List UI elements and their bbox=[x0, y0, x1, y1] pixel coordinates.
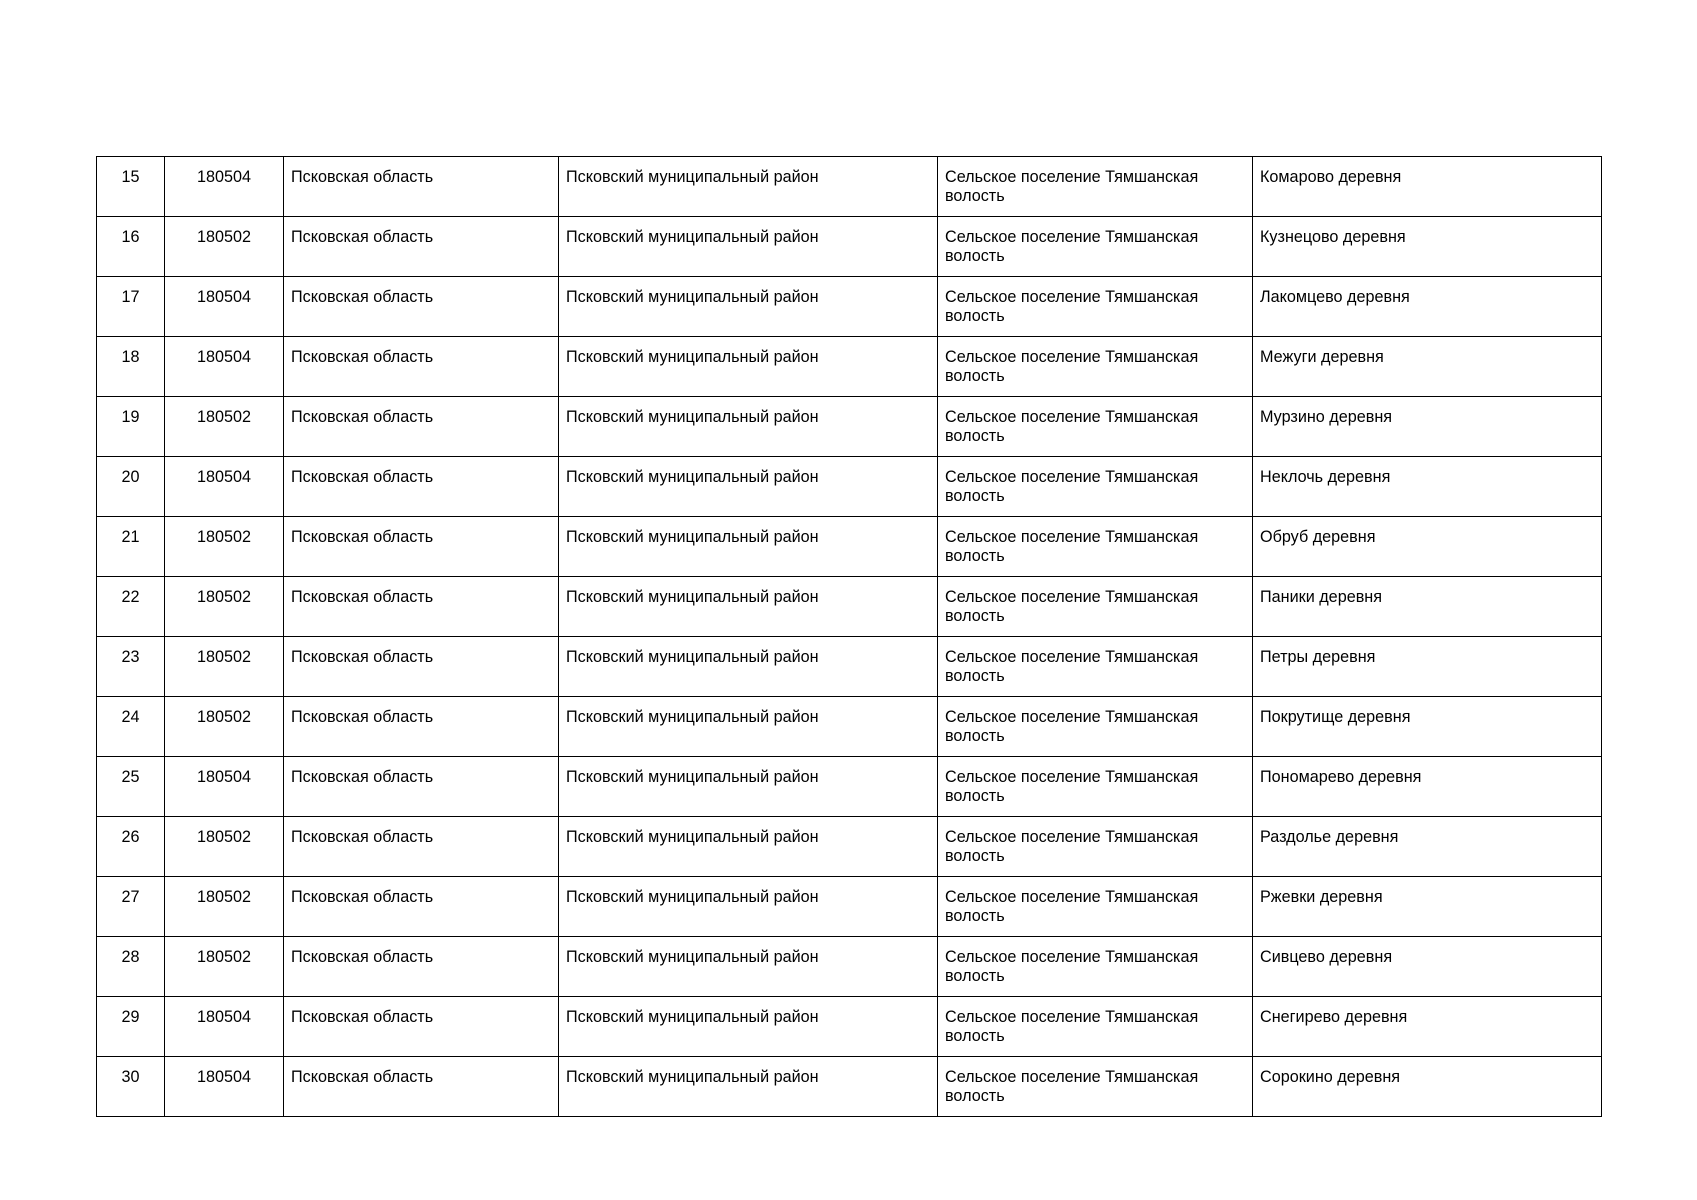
code-cell-text: 180502 bbox=[196, 708, 252, 726]
row-number-cell bbox=[97, 817, 165, 877]
code-cell bbox=[165, 397, 284, 457]
region-cell-text: Псковская область bbox=[291, 228, 434, 246]
settlement-cell-text: Сельское поселение Тямшанская волость bbox=[945, 408, 1199, 445]
district-cell-text: Псковский муниципальный район bbox=[566, 588, 819, 606]
locality-cell-text: Ржевки деревня bbox=[1260, 888, 1383, 906]
code-cell bbox=[165, 757, 284, 817]
code-cell-text: 180504 bbox=[196, 468, 252, 486]
region-cell-text: Псковская область bbox=[291, 588, 434, 606]
code-cell-text: 180504 bbox=[196, 1008, 252, 1026]
code-cell-text: 180504 bbox=[196, 768, 252, 786]
settlement-cell-text: Сельское поселение Тямшанская волость bbox=[945, 828, 1199, 865]
table-row bbox=[97, 277, 1602, 337]
settlement-cell-text: Сельское поселение Тямшанская волость bbox=[945, 1008, 1199, 1045]
settlement-cell-text: Сельское поселение Тямшанская волость bbox=[945, 888, 1199, 925]
code-cell bbox=[165, 1057, 284, 1117]
settlement-cell bbox=[938, 817, 1253, 877]
code-cell-text: 180504 bbox=[196, 168, 252, 186]
row-number-cell-text: 16 bbox=[121, 228, 140, 246]
row-number-cell-text: 15 bbox=[121, 168, 140, 186]
locality-cell bbox=[1253, 937, 1602, 997]
row-number-cell-text: 29 bbox=[121, 1008, 140, 1026]
locality-cell-text: Пономарево деревня bbox=[1260, 768, 1422, 786]
row-number-cell bbox=[97, 157, 165, 217]
code-cell bbox=[165, 697, 284, 757]
code-cell bbox=[165, 997, 284, 1057]
code-cell bbox=[165, 517, 284, 577]
district-cell-text: Псковский муниципальный район bbox=[566, 1068, 819, 1086]
region-cell-text: Псковская область bbox=[291, 408, 434, 426]
district-cell-text: Псковский муниципальный район bbox=[566, 408, 819, 426]
row-number-cell-text: 21 bbox=[121, 528, 140, 546]
table-row bbox=[97, 517, 1602, 577]
locality-cell bbox=[1253, 877, 1602, 937]
code-cell-text: 180504 bbox=[196, 1068, 252, 1086]
locality-cell-text: Мурзино деревня bbox=[1260, 408, 1393, 426]
row-number-cell bbox=[97, 457, 165, 517]
table-row bbox=[97, 1057, 1602, 1117]
region-cell bbox=[284, 937, 559, 997]
region-cell-text: Псковская область bbox=[291, 528, 434, 546]
district-cell bbox=[559, 457, 938, 517]
row-number-cell bbox=[97, 697, 165, 757]
district-cell bbox=[559, 157, 938, 217]
district-cell-text: Псковский муниципальный район bbox=[566, 228, 819, 246]
table-row bbox=[97, 397, 1602, 457]
region-cell bbox=[284, 757, 559, 817]
code-cell-text: 180502 bbox=[196, 408, 252, 426]
locality-cell bbox=[1253, 397, 1602, 457]
code-cell bbox=[165, 157, 284, 217]
code-cell-text: 180502 bbox=[196, 528, 252, 546]
table-row bbox=[97, 577, 1602, 637]
settlement-cell-text: Сельское поселение Тямшанская волость bbox=[945, 948, 1199, 985]
settlement-cell-text: Сельское поселение Тямшанская волость bbox=[945, 288, 1199, 325]
settlement-cell bbox=[938, 937, 1253, 997]
locality-cell bbox=[1253, 817, 1602, 877]
row-number-cell-text: 30 bbox=[121, 1068, 140, 1086]
code-cell bbox=[165, 277, 284, 337]
district-cell-text: Псковский муниципальный район bbox=[566, 768, 819, 786]
region-cell-text: Псковская область bbox=[291, 168, 434, 186]
district-cell bbox=[559, 637, 938, 697]
locality-cell bbox=[1253, 217, 1602, 277]
settlement-cell-text: Сельское поселение Тямшанская волость bbox=[945, 528, 1199, 565]
table-row bbox=[97, 337, 1602, 397]
region-cell bbox=[284, 817, 559, 877]
code-cell bbox=[165, 637, 284, 697]
locality-cell-text: Неклочь деревня bbox=[1260, 468, 1391, 486]
settlement-cell bbox=[938, 757, 1253, 817]
row-number-cell bbox=[97, 1057, 165, 1117]
locality-cell-text: Лакомцево деревня bbox=[1260, 288, 1410, 306]
code-cell bbox=[165, 337, 284, 397]
region-cell-text: Псковская область bbox=[291, 828, 434, 846]
code-cell bbox=[165, 877, 284, 937]
district-cell bbox=[559, 217, 938, 277]
district-cell bbox=[559, 517, 938, 577]
settlement-cell-text: Сельское поселение Тямшанская волость bbox=[945, 168, 1199, 205]
region-cell-text: Псковская область bbox=[291, 708, 434, 726]
region-cell-text: Псковская область bbox=[291, 468, 434, 486]
code-cell bbox=[165, 817, 284, 877]
settlement-cell bbox=[938, 1057, 1253, 1117]
row-number-cell bbox=[97, 937, 165, 997]
settlement-cell bbox=[938, 337, 1253, 397]
row-number-cell-text: 26 bbox=[121, 828, 140, 846]
row-number-cell-text: 27 bbox=[121, 888, 140, 906]
locality-cell-text: Обруб деревня bbox=[1260, 528, 1376, 546]
region-cell bbox=[284, 277, 559, 337]
row-number-cell-text: 19 bbox=[121, 408, 140, 426]
region-cell bbox=[284, 217, 559, 277]
row-number-cell bbox=[97, 277, 165, 337]
district-cell-text: Псковский муниципальный район bbox=[566, 168, 819, 186]
settlement-cell-text: Сельское поселение Тямшанская волость bbox=[945, 468, 1199, 505]
district-cell bbox=[559, 997, 938, 1057]
row-number-cell bbox=[97, 397, 165, 457]
district-cell bbox=[559, 937, 938, 997]
region-cell bbox=[284, 877, 559, 937]
code-cell-text: 180502 bbox=[196, 948, 252, 966]
district-cell bbox=[559, 697, 938, 757]
locality-cell-text: Комарово деревня bbox=[1260, 168, 1402, 186]
locality-cell bbox=[1253, 697, 1602, 757]
settlement-cell bbox=[938, 697, 1253, 757]
localities-table bbox=[96, 156, 1602, 1117]
locality-cell bbox=[1253, 577, 1602, 637]
code-cell-text: 180502 bbox=[196, 228, 252, 246]
table-body bbox=[97, 157, 1602, 1117]
table-row bbox=[97, 937, 1602, 997]
region-cell-text: Псковская область bbox=[291, 888, 434, 906]
district-cell-text: Псковский муниципальный район bbox=[566, 648, 819, 666]
locality-cell bbox=[1253, 997, 1602, 1057]
row-number-cell bbox=[97, 217, 165, 277]
region-cell bbox=[284, 337, 559, 397]
code-cell-text: 180502 bbox=[196, 828, 252, 846]
row-number-cell bbox=[97, 517, 165, 577]
settlement-cell bbox=[938, 397, 1253, 457]
code-cell-text: 180502 bbox=[196, 888, 252, 906]
row-number-cell-text: 23 bbox=[121, 648, 140, 666]
region-cell bbox=[284, 637, 559, 697]
district-cell-text: Псковский муниципальный район bbox=[566, 888, 819, 906]
region-cell bbox=[284, 457, 559, 517]
locality-cell bbox=[1253, 517, 1602, 577]
locality-cell-text: Снегирево деревня bbox=[1260, 1008, 1408, 1026]
locality-cell bbox=[1253, 337, 1602, 397]
region-cell-text: Псковская область bbox=[291, 948, 434, 966]
region-cell-text: Псковская область bbox=[291, 348, 434, 366]
row-number-cell bbox=[97, 877, 165, 937]
district-cell bbox=[559, 397, 938, 457]
settlement-cell-text: Сельское поселение Тямшанская волость bbox=[945, 648, 1199, 685]
table-row bbox=[97, 637, 1602, 697]
settlement-cell-text: Сельское поселение Тямшанская волость bbox=[945, 588, 1199, 625]
region-cell bbox=[284, 397, 559, 457]
settlement-cell-text: Сельское поселение Тямшанская волость bbox=[945, 228, 1199, 265]
district-cell-text: Псковский муниципальный район bbox=[566, 528, 819, 546]
region-cell bbox=[284, 157, 559, 217]
code-cell bbox=[165, 577, 284, 637]
district-cell-text: Псковский муниципальный район bbox=[566, 708, 819, 726]
locality-cell-text: Сорокино деревня bbox=[1260, 1068, 1401, 1086]
code-cell-text: 180502 bbox=[196, 648, 252, 666]
district-cell-text: Псковский муниципальный район bbox=[566, 288, 819, 306]
region-cell bbox=[284, 997, 559, 1057]
table-row bbox=[97, 697, 1602, 757]
code-cell bbox=[165, 217, 284, 277]
locality-cell-text: Покрутище деревня bbox=[1260, 708, 1411, 726]
district-cell bbox=[559, 877, 938, 937]
locality-cell bbox=[1253, 637, 1602, 697]
table-row bbox=[97, 757, 1602, 817]
row-number-cell bbox=[97, 997, 165, 1057]
district-cell bbox=[559, 577, 938, 637]
district-cell-text: Псковский муниципальный район bbox=[566, 348, 819, 366]
settlement-cell bbox=[938, 577, 1253, 637]
region-cell bbox=[284, 577, 559, 637]
row-number-cell bbox=[97, 577, 165, 637]
row-number-cell-text: 22 bbox=[121, 588, 140, 606]
row-number-cell-text: 25 bbox=[121, 768, 140, 786]
row-number-cell bbox=[97, 337, 165, 397]
settlement-cell bbox=[938, 277, 1253, 337]
settlement-cell-text: Сельское поселение Тямшанская волость bbox=[945, 708, 1199, 745]
settlement-cell bbox=[938, 217, 1253, 277]
settlement-cell-text: Сельское поселение Тямшанская волость bbox=[945, 1068, 1199, 1105]
code-cell-text: 180504 bbox=[196, 288, 252, 306]
settlement-cell bbox=[938, 997, 1253, 1057]
code-cell bbox=[165, 457, 284, 517]
settlement-cell-text: Сельское поселение Тямшанская волость bbox=[945, 348, 1199, 385]
settlement-cell bbox=[938, 637, 1253, 697]
locality-cell-text: Кузнецово деревня bbox=[1260, 228, 1406, 246]
table-row bbox=[97, 157, 1602, 217]
row-number-cell bbox=[97, 637, 165, 697]
row-number-cell-text: 28 bbox=[121, 948, 140, 966]
settlement-cell-text: Сельское поселение Тямшанская волость bbox=[945, 768, 1199, 805]
locality-cell-text: Межуги деревня bbox=[1260, 348, 1384, 366]
table-row bbox=[97, 457, 1602, 517]
district-cell bbox=[559, 757, 938, 817]
locality-cell bbox=[1253, 1057, 1602, 1117]
district-cell-text: Псковский муниципальный район bbox=[566, 468, 819, 486]
district-cell-text: Псковский муниципальный район bbox=[566, 948, 819, 966]
locality-cell bbox=[1253, 757, 1602, 817]
region-cell-text: Псковская область bbox=[291, 288, 434, 306]
region-cell bbox=[284, 697, 559, 757]
locality-cell bbox=[1253, 277, 1602, 337]
district-cell-text: Псковский муниципальный район bbox=[566, 1008, 819, 1026]
region-cell-text: Псковская область bbox=[291, 768, 434, 786]
locality-cell-text: Петры деревня bbox=[1260, 648, 1376, 666]
row-number-cell-text: 17 bbox=[121, 288, 140, 306]
district-cell bbox=[559, 817, 938, 877]
locality-cell-text: Паники деревня bbox=[1260, 588, 1382, 606]
region-cell bbox=[284, 517, 559, 577]
region-cell-text: Псковская область bbox=[291, 1068, 434, 1086]
district-cell bbox=[559, 1057, 938, 1117]
settlement-cell bbox=[938, 157, 1253, 217]
settlement-cell bbox=[938, 517, 1253, 577]
row-number-cell-text: 24 bbox=[121, 708, 140, 726]
code-cell bbox=[165, 937, 284, 997]
locality-cell bbox=[1253, 157, 1602, 217]
row-number-cell bbox=[97, 757, 165, 817]
region-cell bbox=[284, 1057, 559, 1117]
locality-cell-text: Сивцево деревня bbox=[1260, 948, 1393, 966]
locality-cell bbox=[1253, 457, 1602, 517]
table-row bbox=[97, 217, 1602, 277]
region-cell-text: Псковская область bbox=[291, 1008, 434, 1026]
table-row bbox=[97, 997, 1602, 1057]
table-row bbox=[97, 817, 1602, 877]
locality-cell-text: Раздолье деревня bbox=[1260, 828, 1399, 846]
row-number-cell-text: 18 bbox=[121, 348, 140, 366]
district-cell-text: Псковский муниципальный район bbox=[566, 828, 819, 846]
row-number-cell-text: 20 bbox=[121, 468, 140, 486]
district-cell bbox=[559, 337, 938, 397]
code-cell-text: 180504 bbox=[196, 348, 252, 366]
settlement-cell bbox=[938, 457, 1253, 517]
table-row bbox=[97, 877, 1602, 937]
region-cell-text: Псковская область bbox=[291, 648, 434, 666]
settlement-cell bbox=[938, 877, 1253, 937]
code-cell-text: 180502 bbox=[196, 588, 252, 606]
district-cell bbox=[559, 277, 938, 337]
